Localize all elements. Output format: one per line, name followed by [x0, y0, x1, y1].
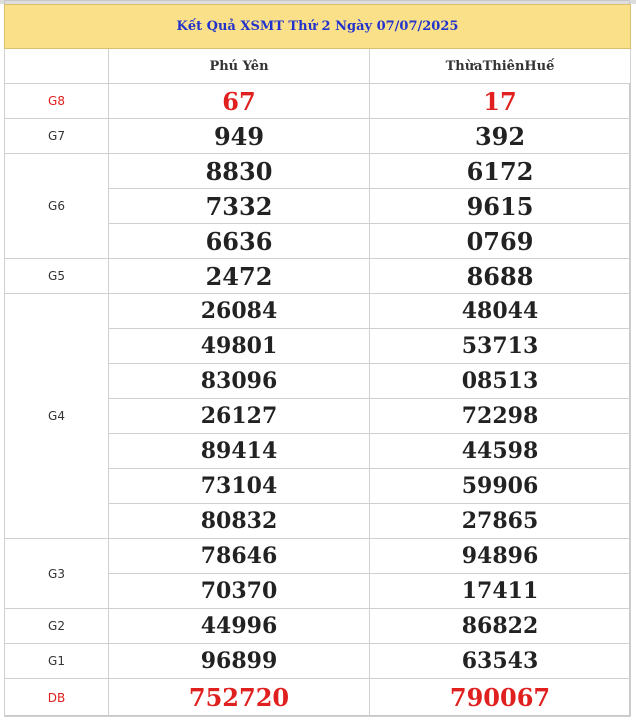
prize-label-g5: G5: [5, 259, 109, 294]
result-number: 392: [370, 119, 631, 154]
result-number: 83096: [109, 364, 370, 399]
result-number: 94896: [370, 539, 631, 574]
result-number: 790067: [370, 679, 631, 717]
result-number: 26084: [109, 294, 370, 329]
result-number: 53713: [370, 329, 631, 364]
result-number: 48044: [370, 294, 631, 329]
result-number: 86822: [370, 609, 631, 644]
prize-row: [5, 119, 631, 154]
result-number: 27865: [370, 504, 631, 539]
header-province-2[interactable]: ThừaThiênHuế: [370, 49, 631, 84]
result-number: 26127: [109, 399, 370, 434]
result-number: 08513: [370, 364, 631, 399]
result-number: 70370: [109, 574, 370, 609]
result-number: 17411: [370, 574, 631, 609]
prize-row: [5, 259, 631, 294]
result-number: 59906: [370, 469, 631, 504]
result-number: 44996: [109, 609, 370, 644]
result-number: 752720: [109, 679, 370, 717]
result-number: 96899: [109, 644, 370, 679]
result-number: 44598: [370, 434, 631, 469]
prize-row: [5, 154, 631, 189]
result-number: 49801: [109, 329, 370, 364]
prize-label-g3: G3: [5, 539, 109, 609]
prize-row: [5, 679, 631, 717]
prize-label-g2: G2: [5, 609, 109, 644]
prize-label-db: DB: [5, 679, 109, 717]
prize-label-g8: G8: [5, 84, 109, 119]
lottery-results-table: [4, 4, 631, 717]
result-number: 8830: [109, 154, 370, 189]
prize-label-g6: G6: [5, 154, 109, 259]
result-number: 9615: [370, 189, 631, 224]
result-number: 78646: [109, 539, 370, 574]
header-province-1[interactable]: Phú Yên: [109, 49, 370, 84]
title-row: [5, 5, 631, 49]
prize-label-g4: G4: [5, 294, 109, 539]
result-number: 67: [109, 84, 370, 119]
result-number: 7332: [109, 189, 370, 224]
result-number: 0769: [370, 224, 631, 259]
result-number: 6636: [109, 224, 370, 259]
header-row: [5, 49, 631, 84]
result-number: 72298: [370, 399, 631, 434]
prize-row: [5, 294, 631, 329]
prize-row: [5, 644, 631, 679]
header-prize-blank: [5, 49, 109, 84]
result-number: 6172: [370, 154, 631, 189]
prize-label-g7: G7: [5, 119, 109, 154]
prize-row: [5, 609, 631, 644]
result-number: 89414: [109, 434, 370, 469]
prize-row: [5, 539, 631, 574]
result-number: 73104: [109, 469, 370, 504]
result-number: 80832: [109, 504, 370, 539]
result-number: 8688: [370, 259, 631, 294]
result-number: 2472: [109, 259, 370, 294]
result-number: 17: [370, 84, 631, 119]
prize-row: [5, 84, 631, 119]
result-number: 63543: [370, 644, 631, 679]
prize-label-g1: G1: [5, 644, 109, 679]
result-number: 949: [109, 119, 370, 154]
results-title: Kết Quả XSMT Thứ 2 Ngày 07/07/2025: [5, 5, 631, 49]
